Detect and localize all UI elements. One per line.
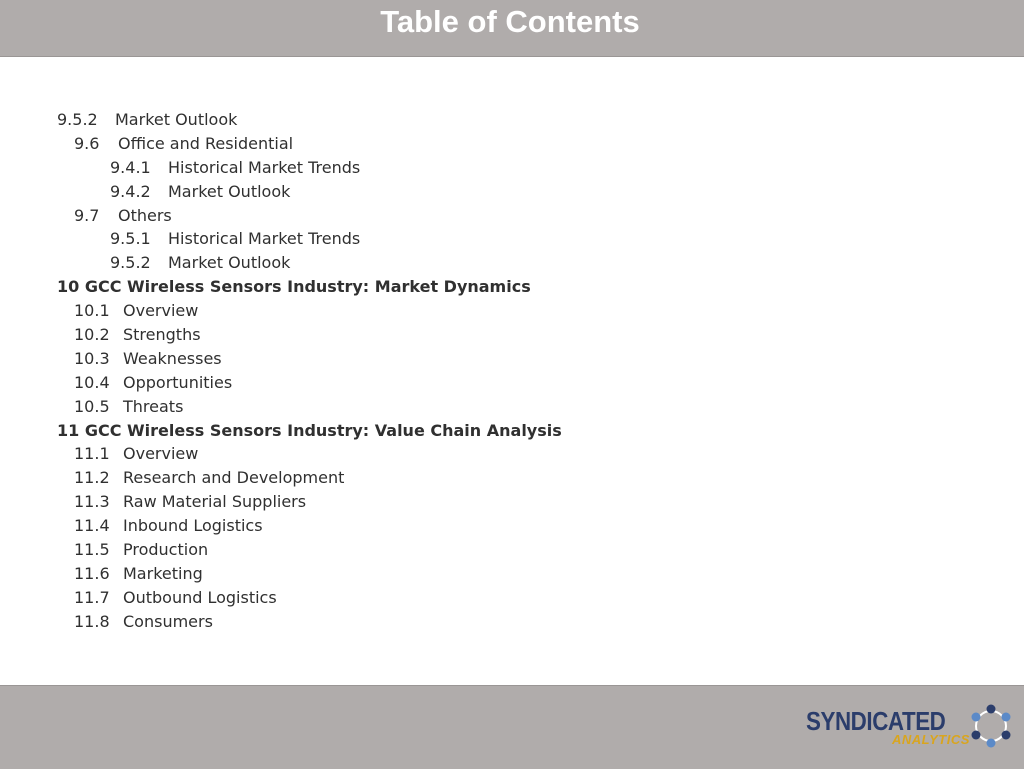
toc-entry-title: Inbound Logistics bbox=[123, 516, 263, 536]
toc-entry-number: 10.2 bbox=[74, 325, 110, 345]
toc-entry-title: 11 GCC Wireless Sensors Industry: Value Chain Analysis bbox=[57, 420, 562, 440]
syndicated-analytics-logo bbox=[806, 704, 1016, 754]
toc-entry bbox=[0, 610, 1024, 634]
toc-entry bbox=[0, 156, 1024, 180]
toc-entry bbox=[0, 108, 1024, 132]
toc-entry-title: Raw Material Suppliers bbox=[123, 492, 307, 512]
toc-entry-title: Historical Market Trends bbox=[168, 229, 361, 249]
toc-entry-title: Market Outlook bbox=[168, 181, 291, 201]
toc-entry-number: 9.6 bbox=[74, 133, 100, 153]
toc-entry bbox=[0, 323, 1024, 347]
toc-entry bbox=[0, 275, 1024, 299]
toc-entry-title: Production bbox=[123, 540, 209, 560]
toc-entry-title: Office and Residential bbox=[118, 133, 294, 153]
toc-entry-number: 10.3 bbox=[74, 348, 110, 368]
toc-entry-title: Market Outlook bbox=[115, 110, 238, 129]
page-title: Table of Contents bbox=[380, 4, 640, 39]
toc-entry bbox=[0, 562, 1024, 586]
toc-entry-title: Strengths bbox=[123, 325, 201, 345]
toc-entry bbox=[0, 299, 1024, 323]
toc-entry bbox=[0, 347, 1024, 371]
toc-entry-title: Consumers bbox=[123, 611, 213, 631]
footer-bar bbox=[0, 685, 1024, 769]
toc-entry bbox=[0, 538, 1024, 562]
toc-entry-number: 9.4.2 bbox=[110, 181, 151, 201]
toc-entry-title: Market Outlook bbox=[168, 253, 291, 273]
toc-entry bbox=[0, 490, 1024, 514]
toc-entry bbox=[0, 395, 1024, 419]
toc-entry-number: 10.4 bbox=[74, 372, 110, 392]
toc-entry-number: 11.1 bbox=[74, 444, 110, 464]
toc-entry-number: 9.5.2 bbox=[110, 253, 151, 273]
logo-part1: SYNDI bbox=[806, 706, 873, 736]
toc-entry bbox=[0, 204, 1024, 228]
toc-entry-number: 9.5.2 bbox=[57, 110, 98, 129]
toc-entry-number: 11.5 bbox=[74, 540, 110, 560]
toc-entry-number: 9.5.1 bbox=[110, 229, 151, 249]
toc-entry-number: 11.6 bbox=[74, 563, 110, 583]
toc-entry-title: Overview bbox=[123, 444, 199, 464]
toc-list bbox=[0, 108, 1024, 634]
toc-entry bbox=[0, 180, 1024, 204]
toc-entry-number: 10.5 bbox=[74, 396, 110, 416]
toc-entry-number: 9.4.1 bbox=[110, 157, 151, 177]
toc-entry bbox=[0, 514, 1024, 538]
toc-entry-title: Others bbox=[118, 205, 172, 225]
logo-subtitle: ANALYTICS bbox=[892, 732, 970, 747]
toc-entry-title: Research and Development bbox=[123, 468, 345, 488]
toc-entry bbox=[0, 466, 1024, 490]
toc-entry-number: 11.7 bbox=[74, 587, 110, 607]
toc-entry-title: Threats bbox=[123, 396, 184, 416]
toc-entry bbox=[0, 586, 1024, 610]
logo-circle-icon bbox=[969, 704, 1013, 748]
toc-entry bbox=[0, 371, 1024, 395]
toc-entry bbox=[0, 419, 1024, 443]
toc-entry-number: 9.7 bbox=[74, 205, 100, 225]
toc-entry bbox=[0, 227, 1024, 251]
logo-part2: CATED bbox=[872, 706, 946, 736]
toc-entry-title: Historical Market Trends bbox=[168, 157, 361, 177]
toc-entry-title: Marketing bbox=[123, 563, 203, 583]
toc-entry-title: Outbound Logistics bbox=[123, 587, 277, 607]
toc-entry bbox=[0, 251, 1024, 275]
toc-entry-title: Overview bbox=[123, 301, 199, 321]
toc-entry-number: 11.4 bbox=[74, 516, 110, 536]
toc-entry bbox=[0, 132, 1024, 156]
toc-entry-title: 10 GCC Wireless Sensors Industry: Market Dynamics bbox=[57, 277, 531, 297]
toc-entry bbox=[0, 442, 1024, 466]
toc-entry-number: 11.8 bbox=[74, 611, 110, 631]
toc-entry-number: 11.2 bbox=[74, 468, 110, 488]
title-bar bbox=[0, 0, 1024, 57]
toc-entry-title: Weaknesses bbox=[123, 348, 222, 368]
toc-entry-number: 10.1 bbox=[74, 301, 110, 321]
toc-entry-title: Opportunities bbox=[123, 372, 233, 392]
toc-entry-number: 11.3 bbox=[74, 492, 110, 512]
